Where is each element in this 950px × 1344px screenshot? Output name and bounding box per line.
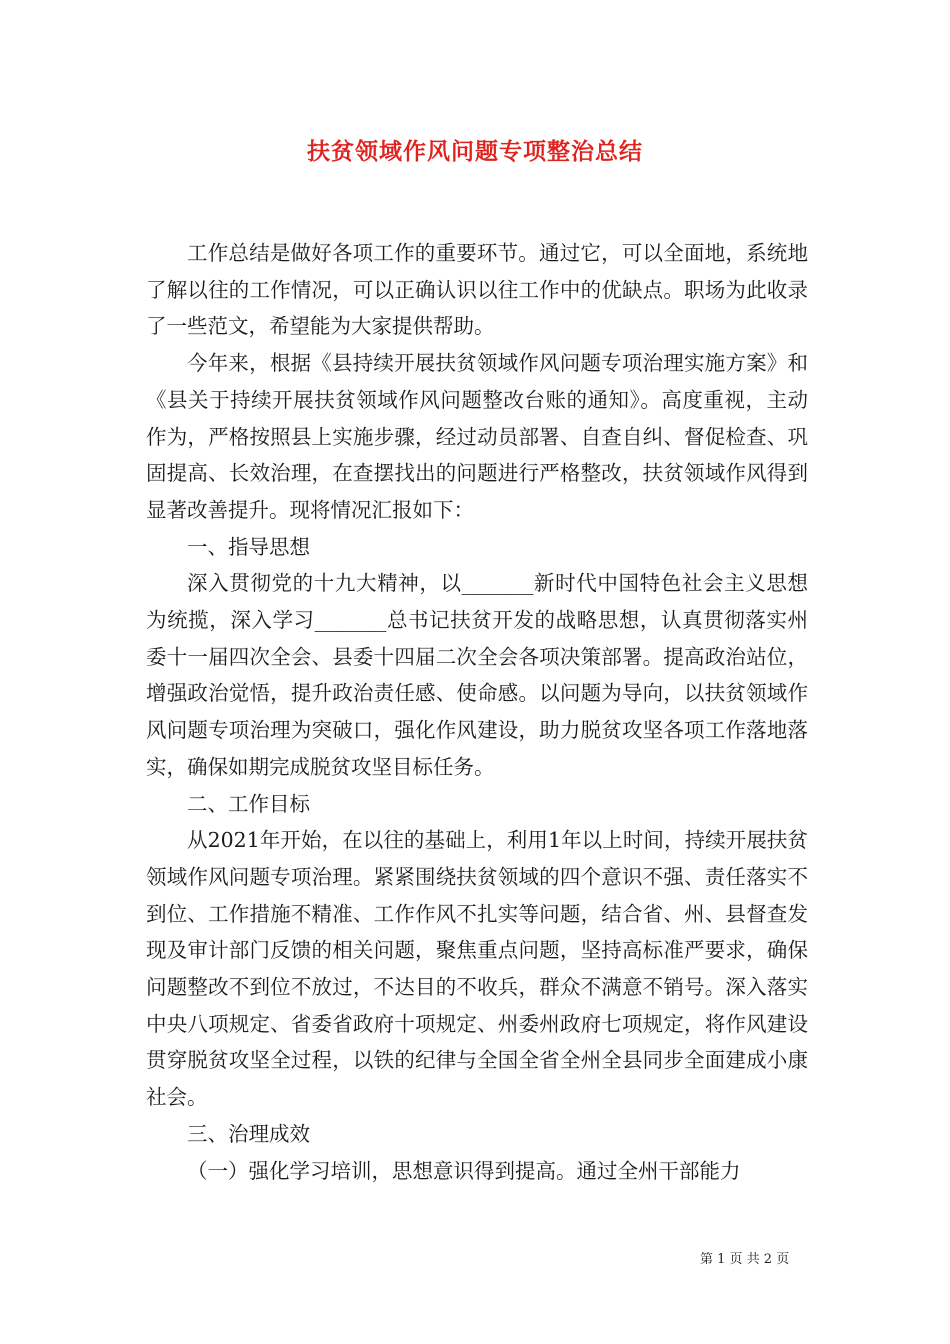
- document-title: 扶贫领域作风问题专项整治总结: [307, 138, 643, 165]
- section-heading-results: 三、治理成效: [187, 1121, 310, 1146]
- page-number-footer: 第 1 页 共 2 页: [700, 1252, 790, 1267]
- results-paragraph-1: （一）强化学习培训，思想意识得到提高。通过全州干部能力: [187, 1158, 741, 1183]
- intro-paragraph: 工作总结是做好各项工作的重要环节。通过它，可以全面地，系统地了解以往的工作情况，可以正确认识以往工作中的优缺点。职场为此收录了一些范文，希望能为大家提供帮助。: [146, 241, 808, 339]
- document-body: [146, 235, 808, 1189]
- work-goals-paragraph: 从2021年开始，在以往的基础上，利用1年以上时间，持续开展扶贫领域作风问题专项治理。紧紧围绕扶贫领域的四个意识不强、责任落实不到位、工作措施不精准、工作作风不扎实等问题，结合省、州、县督查发现及审计部门反馈的相关问题，聚焦重点问题，坚持高标准严要求，确保问题整改不到位不放过，不达目的不收兵，群众不满意不销号。深入落实中央八项规定、省委省政府十项规定、州委州政府七项规定，将作风建设贯穿脱贫攻坚全过程，以铁的纪律与全国全省全州全县同步全面建成小康社会。: [146, 828, 808, 1110]
- section-heading-work-goals: 二、工作目标: [187, 791, 310, 816]
- guiding-thought-paragraph: 深入贯彻党的十九大精神，以_______新时代中国特色社会主义思想为统揽，深入学习_______总书记扶贫开发的战略思想，认真贯彻落实州委十一届四次全会、县委十四届二次全会各项决策部署。提高政治站位，增强政治觉悟，提升政治责任感、使命感。以问题为导向，以扶贫领域作风问题专项治理为突破口，强化作风建设，助力脱贫攻坚各项工作落地落实，确保如期完成脱贫攻坚目标任务。: [146, 571, 808, 779]
- background-paragraph: 今年来，根据《县持续开展扶贫领域作风问题专项治理实施方案》和《县关于持续开展扶贫领域作风问题整改台账的通知》。高度重视，主动作为，严格按照县上实施步骤，经过动员部署、自查自纠、督促检查、巩固提高、长效治理，在查摆找出的问题进行严格整改，扶贫领域作风得到显著改善提升。现将情况汇报如下：: [146, 351, 808, 522]
- section-heading-guiding-thought: 一、指导思想: [187, 534, 310, 559]
